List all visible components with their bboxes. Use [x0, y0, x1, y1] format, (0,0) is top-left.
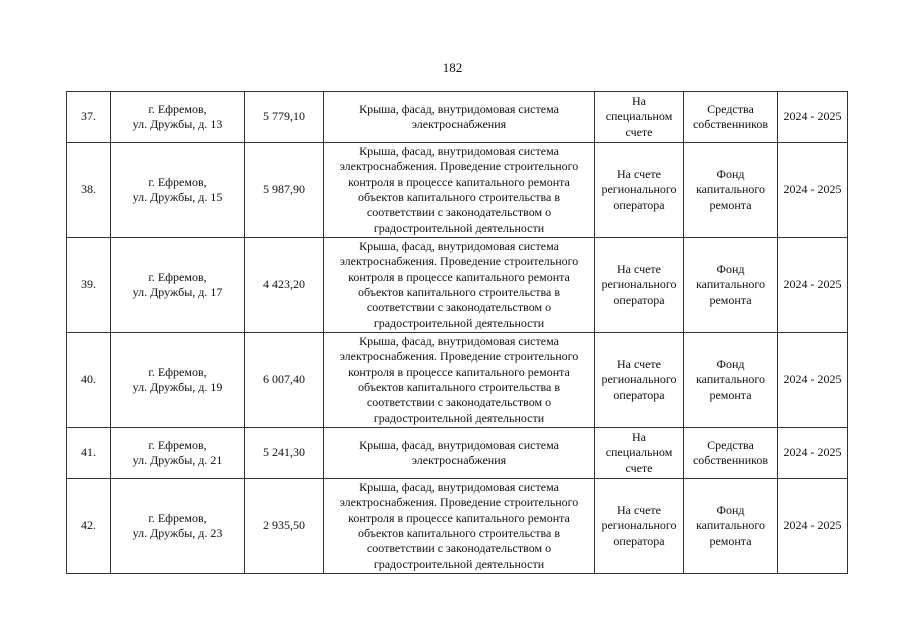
address-cell: [111, 92, 245, 143]
area-cell: 4 423,20: [245, 238, 324, 333]
text-line: Крыша, фасад, внутридомовая система: [359, 479, 559, 494]
text-line: электроснабжения. Проведение строительного: [339, 254, 579, 269]
address-street: ул. Дружбы, д. 13: [132, 117, 223, 131]
text-line: оператора: [613, 197, 665, 212]
text-line: соответствии с законодательством о: [366, 395, 552, 410]
text-line: ремонта: [709, 197, 752, 212]
text-line: На счете: [616, 356, 661, 371]
address-city: г. Ефремов,: [148, 101, 207, 116]
text-line: соответствии с законодательством о: [366, 300, 552, 315]
address-city: г. Ефремов,: [148, 510, 207, 525]
address-street: ул. Дружбы, д. 23: [132, 526, 223, 540]
text-line: объектов капитального строительства в: [358, 285, 560, 299]
text-line: На счете: [616, 166, 661, 181]
text-line: регионального: [601, 277, 677, 292]
address-city: г. Ефремов,: [148, 364, 207, 379]
text-line: счете: [625, 124, 653, 139]
text-line: Средства: [707, 437, 754, 452]
text-line: ремонта: [709, 533, 752, 548]
account-cell: [595, 428, 684, 479]
text-line: соответствии с законодательством о: [366, 205, 552, 220]
row-number: 38.: [67, 143, 111, 238]
address-cell: [111, 333, 245, 428]
page-number: 182: [442, 60, 463, 75]
address-street: ул. Дружбы, д. 17: [132, 285, 223, 299]
text-line: контроля в процессе капитального ремонта: [348, 364, 570, 379]
text-line: градостроительной деятельности: [373, 315, 545, 330]
text-line: Фонд: [716, 502, 745, 517]
address-city: г. Ефремов,: [148, 437, 207, 452]
area-cell: 5 241,30: [245, 428, 324, 479]
account-cell: [595, 92, 684, 143]
text-line: собственников: [692, 453, 769, 467]
works-cell: [324, 238, 595, 333]
text-line: оператора: [613, 533, 665, 548]
funding-source-cell: [684, 428, 778, 479]
row-number: 37.: [67, 92, 111, 143]
funding-source-cell: [684, 143, 778, 238]
address-cell: [111, 143, 245, 238]
text-line: электроснабжения. Проведение строительного: [339, 495, 579, 510]
text-line: собственников: [692, 117, 769, 131]
table-row: [67, 92, 848, 143]
area-cell: 2 935,50: [245, 479, 324, 574]
text-line: счете: [625, 460, 653, 475]
period-cell: 2024 - 2025: [778, 143, 848, 238]
address-cell: [111, 238, 245, 333]
address-cell: [111, 428, 245, 479]
text-line: Крыша, фасад, внутридомовая система: [359, 101, 559, 116]
row-number: 39.: [67, 238, 111, 333]
text-line: объектов капитального строительства в: [358, 380, 560, 394]
funding-source-cell: [684, 92, 778, 143]
text-line: Средства: [707, 101, 754, 116]
account-cell: [595, 238, 684, 333]
text-line: На: [632, 429, 646, 444]
text-line: капитального: [696, 518, 765, 533]
address-city: г. Ефремов,: [148, 269, 207, 284]
address-cell: [111, 479, 245, 574]
area-cell: 5 779,10: [245, 92, 324, 143]
text-line: На счете: [616, 261, 661, 276]
row-number: 42.: [67, 479, 111, 574]
table-row: [67, 428, 848, 479]
text-line: контроля в процессе капитального ремонта: [348, 174, 570, 189]
address-street: ул. Дружбы, д. 21: [132, 453, 223, 467]
period-cell: 2024 - 2025: [778, 238, 848, 333]
text-line: электроснабжения. Проведение строительного: [339, 349, 579, 364]
table-body: [67, 92, 848, 574]
text-line: капитального: [696, 372, 765, 387]
row-number: 41.: [67, 428, 111, 479]
works-cell: [324, 479, 595, 574]
text-line: Крыша, фасад, внутридомовая система: [359, 437, 559, 452]
works-cell: [324, 143, 595, 238]
text-line: ремонта: [709, 387, 752, 402]
text-line: ремонта: [709, 292, 752, 307]
works-cell: [324, 428, 595, 479]
works-cell: [324, 92, 595, 143]
funding-source-cell: [684, 333, 778, 428]
text-line: Фонд: [716, 166, 745, 181]
table-row: [67, 479, 848, 574]
text-line: специальном: [605, 445, 673, 460]
row-number: 40.: [67, 333, 111, 428]
table-row: [67, 143, 848, 238]
text-line: оператора: [613, 387, 665, 402]
text-line: специальном: [605, 109, 673, 124]
text-line: Фонд: [716, 261, 745, 276]
text-line: На: [632, 93, 646, 108]
account-cell: [595, 143, 684, 238]
text-line: регионального: [601, 372, 677, 387]
text-line: градостроительной деятельности: [373, 220, 545, 235]
address-street: ул. Дружбы, д. 15: [132, 190, 223, 204]
funding-source-cell: [684, 479, 778, 574]
text-line: контроля в процессе капитального ремонта: [348, 510, 570, 525]
funding-source-cell: [684, 238, 778, 333]
text-line: градостроительной деятельности: [373, 556, 545, 571]
text-line: Крыша, фасад, внутридомовая система: [359, 143, 559, 158]
table-row: [67, 333, 848, 428]
address-street: ул. Дружбы, д. 19: [132, 380, 223, 394]
text-line: оператора: [613, 292, 665, 307]
table-row: [67, 238, 848, 333]
repair-schedule-table: [66, 91, 848, 574]
text-line: Крыша, фасад, внутридомовая система: [359, 333, 559, 348]
area-cell: 5 987,90: [245, 143, 324, 238]
text-line: электроснабжения: [411, 453, 507, 467]
text-line: электроснабжения: [411, 117, 507, 131]
text-line: объектов капитального строительства в: [358, 526, 560, 540]
period-cell: 2024 - 2025: [778, 428, 848, 479]
text-line: Крыша, фасад, внутридомовая система: [359, 238, 559, 253]
address-city: г. Ефремов,: [148, 174, 207, 189]
text-line: капитального: [696, 277, 765, 292]
account-cell: [595, 333, 684, 428]
period-cell: 2024 - 2025: [778, 333, 848, 428]
text-line: объектов капитального строительства в: [358, 190, 560, 204]
text-line: Фонд: [716, 356, 745, 371]
account-cell: [595, 479, 684, 574]
text-line: контроля в процессе капитального ремонта: [348, 269, 570, 284]
period-cell: 2024 - 2025: [778, 479, 848, 574]
works-cell: [324, 333, 595, 428]
text-line: градостроительной деятельности: [373, 410, 545, 425]
text-line: электроснабжения. Проведение строительного: [339, 159, 579, 174]
period-cell: 2024 - 2025: [778, 92, 848, 143]
text-line: капитального: [696, 182, 765, 197]
area-cell: 6 007,40: [245, 333, 324, 428]
text-line: На счете: [616, 502, 661, 517]
text-line: регионального: [601, 518, 677, 533]
text-line: соответствии с законодательством о: [366, 541, 552, 556]
text-line: регионального: [601, 182, 677, 197]
